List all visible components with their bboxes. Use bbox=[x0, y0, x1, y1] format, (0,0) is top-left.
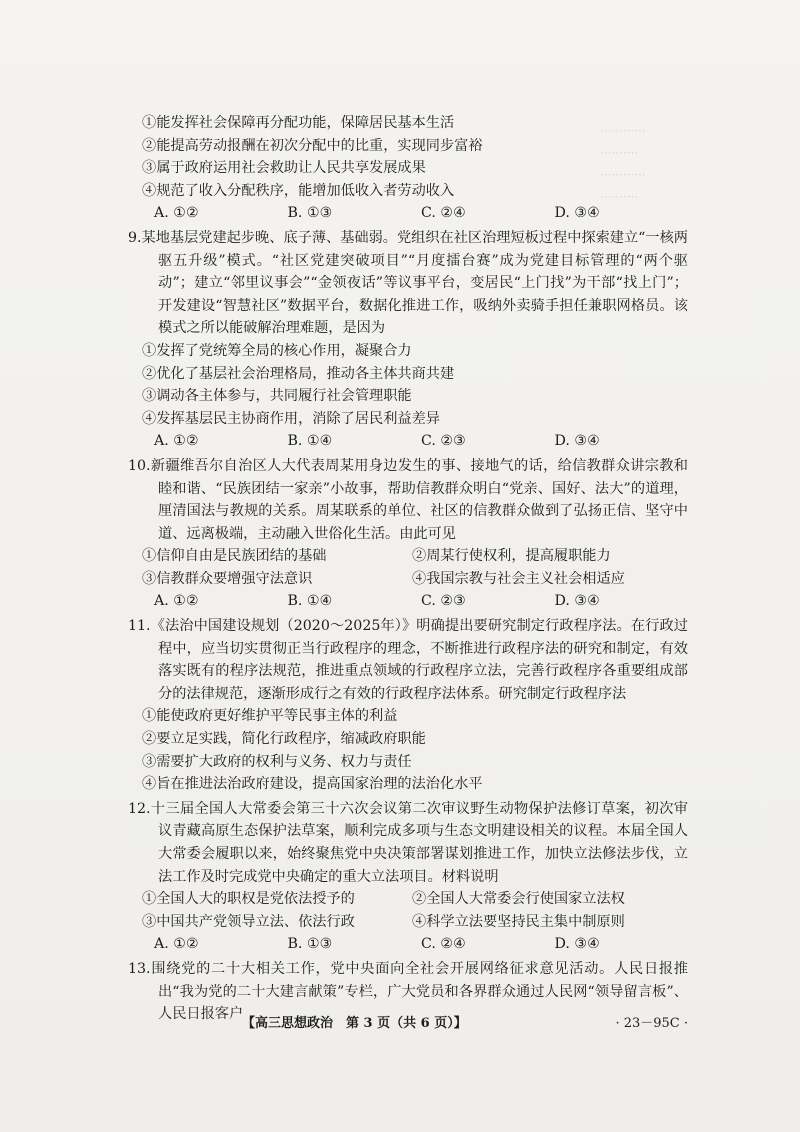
q9-option: ②优化了基层社会治理格局，推动各主体共商共建 bbox=[142, 365, 455, 382]
q10-option: ②周某行使权利，提高履职能力 bbox=[412, 548, 611, 565]
question-text: 围绕党的二十大相关工作，党中央面向全社会开展网络征求意见活动。人民日报推出“我为党的二十大建言献策”专栏，广大党员和各界群众通过人民网“领导留言板”、人民日报客户 bbox=[150, 960, 688, 1023]
q8-option: ②能提高劳动报酬在初次分配中的比重，实现同步富裕 bbox=[142, 137, 483, 154]
choice-c: C. ②④ bbox=[421, 205, 466, 222]
question-text: 某地基层党建起步晚、底子薄、基础弱。党组织在社区治理短板过程中探索建立“一核两驱五升级”模式。“社区党建突破项目”“月度擂台赛”成为党建目标管理的“两个驱动”；建立“邻里议事会”“金领夜话”等议事平台，变居民“上门找”为干部“找上门”；开发建设“智慧社区”数据平台，数据化推进工作，吸纳外卖骑手担任兼职网格员。该模式之所以能破解治理难题，是因为 bbox=[141, 229, 688, 337]
page-footer bbox=[128, 1012, 688, 1031]
choice-c: C. ②③ bbox=[421, 593, 466, 610]
question-stem bbox=[128, 615, 688, 705]
q12-choices bbox=[128, 933, 688, 956]
question-11 bbox=[128, 615, 688, 796]
choice-a: A. ①② bbox=[154, 593, 199, 610]
choice-b: B. ①④ bbox=[287, 433, 333, 450]
choice-b: B. ①③ bbox=[287, 205, 333, 222]
q11-option: ④旨在推进法治政府建设，提高国家治理的法治化水平 bbox=[142, 776, 483, 793]
question-text: 《法治中国建设规划（2020～2025年）》明确提出要研究制定行政程序法。在行政过程中，应当切实贯彻正当行政程序的理念，不断推进行政程序法的研究和制定，有效落实既有的程序法规范，推进重点领域的行政程序立法，完善行政程序各重要组成部分的法律规范，逐渐形成行之有效的行政程序法体系。研究制定行政程序法 bbox=[150, 618, 688, 702]
choice-a: A. ①② bbox=[154, 433, 199, 450]
q10-option: ③信教群众要增强守法意识 bbox=[142, 570, 313, 587]
q11-option: ③需要扩大政府的权利与义务、权力与责任 bbox=[142, 753, 412, 770]
choice-c: C. ②③ bbox=[421, 433, 466, 450]
question-number: 11. bbox=[128, 618, 151, 635]
question-text: 十三届全国人大常委会第三十六次会议第二次审议野生动物保护法修订草案，初次审议青藏高原生态保护法草案，顺利完成多项与生态文明建设相关的议程。本届全国人大常委会履职以来，始终聚焦党中央决策部署谋划推进工作，加快立法修法步伐，立法工作及时完成党中央确定的重大立法项目。材料说明 bbox=[150, 800, 688, 885]
q8-choices bbox=[128, 202, 688, 225]
q10-option: ①信仰自由是民族团结的基础 bbox=[142, 548, 327, 565]
choice-d: D. ③④ bbox=[554, 936, 600, 953]
question-number: 10. bbox=[128, 457, 151, 474]
question-number: 9. bbox=[128, 229, 142, 246]
question-stem bbox=[128, 227, 688, 340]
q12-option: ②全国人大常委会行使国家立法权 bbox=[412, 891, 625, 908]
choice-d: D. ③④ bbox=[554, 205, 600, 222]
q9-choices bbox=[128, 430, 688, 453]
q10-option-row bbox=[128, 545, 688, 568]
q12-option: ③中国共产党领导立法、依法行政 bbox=[142, 913, 355, 930]
question-10 bbox=[128, 455, 688, 613]
choice-d: D. ③④ bbox=[554, 593, 600, 610]
choice-d: D. ③④ bbox=[554, 433, 600, 450]
question-number: 12. bbox=[128, 800, 151, 817]
footer-page-label: 【高三思想政治 第 3 页（共 6 页）】 bbox=[242, 1016, 467, 1031]
bleed-through-text: ············ ·········· ············ ·········· bbox=[600, 124, 646, 204]
choice-b: B. ①④ bbox=[287, 593, 333, 610]
q12-option-row bbox=[128, 888, 688, 911]
q10-option: ④我国宗教与社会主义社会相适应 bbox=[412, 570, 625, 587]
question-stem bbox=[128, 455, 688, 545]
question-number: 13. bbox=[128, 960, 151, 977]
choice-b: B. ①③ bbox=[287, 936, 333, 953]
q10-option-row bbox=[128, 568, 688, 591]
q8-option: ①能发挥社会保障再分配功能，保障居民基本生活 bbox=[142, 115, 455, 131]
q12-option: ④科学立法要坚持民主集中制原则 bbox=[412, 913, 625, 930]
question-12 bbox=[128, 798, 688, 956]
question-stem bbox=[128, 798, 688, 888]
q8-option: ④规范了收入分配秩序，能增加低收入者劳动收入 bbox=[142, 182, 455, 199]
q11-option: ②要立足实践，简化行政程序，缩减政府职能 bbox=[142, 731, 426, 748]
question-content bbox=[128, 112, 688, 1026]
q11-option: ①能使政府更好维护平等民事主体的利益 bbox=[142, 708, 398, 725]
footer-exam-code: · 23－95C · bbox=[615, 1016, 688, 1031]
q10-choices bbox=[128, 590, 688, 613]
q12-option-row bbox=[128, 911, 688, 934]
q9-option: ③调动各主体参与，共同履行社会管理职能 bbox=[142, 388, 412, 405]
q8-options bbox=[128, 112, 688, 202]
question-9 bbox=[128, 227, 688, 453]
choice-a: A. ①② bbox=[154, 936, 199, 953]
choice-c: C. ②④ bbox=[421, 936, 466, 953]
choice-a: A. ①② bbox=[154, 205, 199, 222]
q12-option: ①全国人大的职权是党依法授予的 bbox=[142, 891, 355, 908]
question-text: 新疆维吾尔自治区人大代表周某用身边发生的事、接地气的话，给信教群众讲宗教和睦和谐、“民族团结一家亲”小故事，帮助信教群众明白“党亲、国好、法大”的道理，厘清国法与教规的关系。周某联系的单位、社区的信教群众做到了弘扬正信、坚守中道、远离极端，主动融入世俗化生活。由此可见 bbox=[150, 457, 688, 542]
q8-option: ③属于政府运用社会救助让人民共享发展成果 bbox=[142, 160, 426, 177]
q9-option: ④发挥基层民主协商作用，消除了居民利益差异 bbox=[142, 410, 440, 427]
q9-option: ①发挥了党统筹全局的核心作用，凝聚合力 bbox=[142, 342, 412, 359]
